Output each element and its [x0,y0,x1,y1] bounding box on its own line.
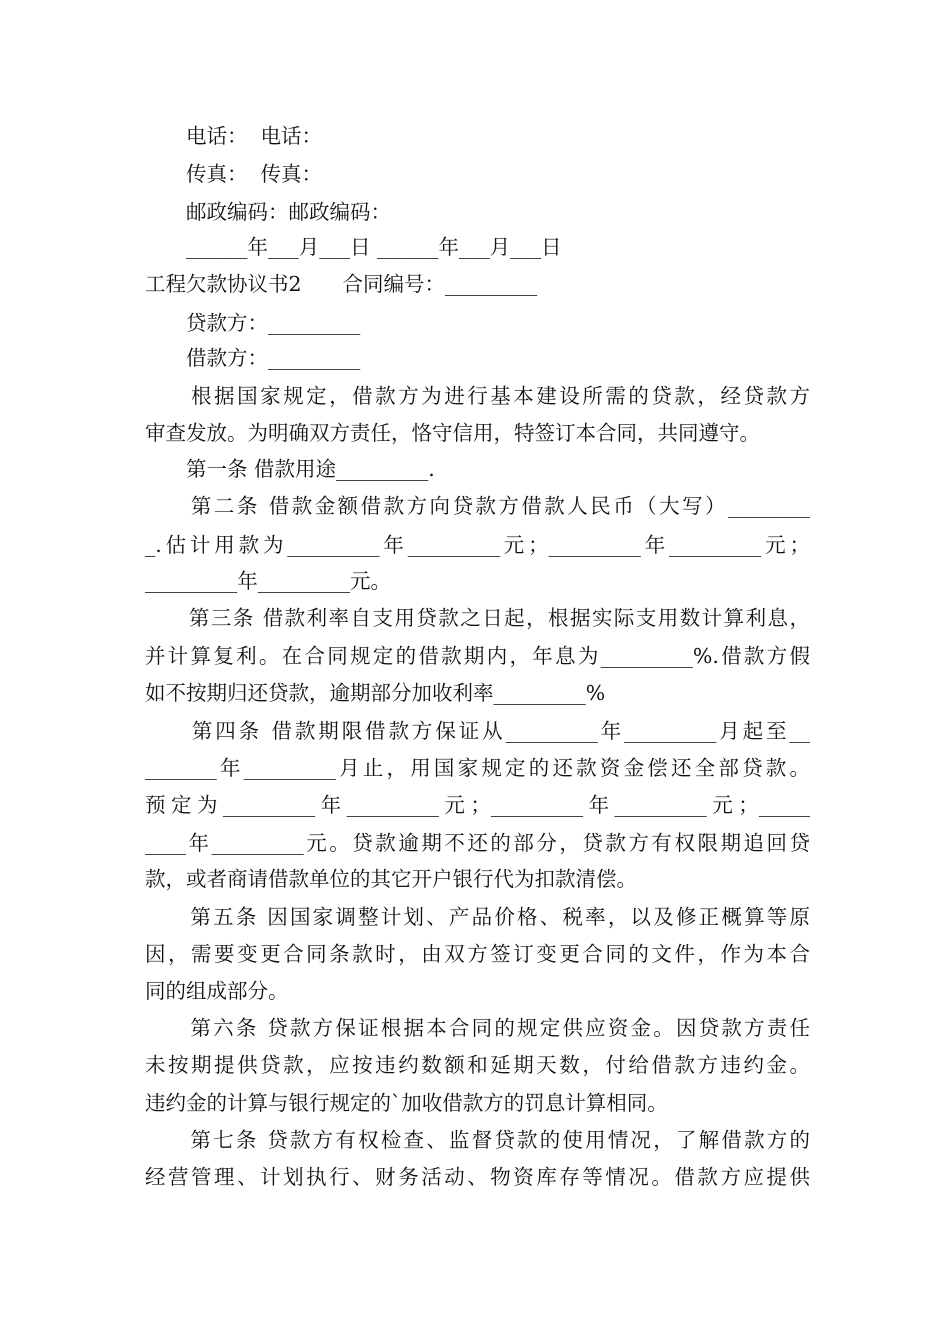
text-line-title: 工程欠款协议书2 合同编号：_________ [145,272,538,296]
text-line: _________年_________元。 [145,569,391,593]
text-line: 预定为_________年_________元；_________年_________元；_____ [145,793,810,817]
text-line: 未按期提供贷款，应按违约数额和延期天数，付给借款方违约金。 [145,1053,810,1077]
text-line: 审查发放。为明确双方责任，恪守信用，特签订本合同，共同遵守。 [145,421,760,445]
text-line: 经营管理、计划执行、财务活动、物资库存等情况。借款方应提供 [145,1165,810,1189]
text-line: 违约金的计算与银行规定的`加收借款方的罚息计算相同。 [145,1091,668,1115]
text-line-postcode: 邮政编码：邮政编码： [145,200,391,224]
text-line-borrower: 借款方：_________ [145,346,361,370]
text-line-fax: 传真： 传真： [145,162,323,186]
text-line-article-2: 第二条 借款金额借款方向贷款方借款人民币（大写）________ [145,494,810,518]
text-line: 根据国家规定，借款方为进行基本建设所需的贷款，经贷款方 [145,384,810,408]
text-line: _______年_________月止，用国家规定的还款资金偿还全部贷款。 [145,756,810,780]
text-line-article-1: 第一条 借款用途_________. [145,457,435,481]
text-line-article-4: 第四条 借款期限借款方保证从_________年_________月起至__ [145,719,810,743]
text-line: 并计算复利。在合同规定的借款期内，年息为_________%.借款方假 [145,644,810,668]
text-line-article-6: 第六条 贷款方保证根据本合同的规定供应资金。因贷款方责任 [145,1016,810,1040]
text-line: ____年_________元。贷款逾期不还的部分，贷款方有权限期追回贷 [145,831,810,855]
text-line: 因，需要变更合同条款时，由双方签订变更合同的文件，作为本合 [145,942,810,966]
text-line-article-3: 第三条 借款利率自支用贷款之日起，根据实际支用数计算利息， [145,606,810,630]
text-line-date: ______年___月___日 ______年___月___日 [145,235,562,259]
text-line-phone: 电话： 电话： [145,124,323,148]
text-line-article-7: 第七条 贷款方有权检查、监督贷款的使用情况，了解借款方的 [145,1128,810,1152]
text-line: 款，或者商请借款单位的其它开户银行代为扣款清偿。 [145,867,637,891]
text-line: 同的组成部分。 [145,979,289,1003]
text-line: 如不按期归还贷款，逾期部分加收利率_________% [145,681,606,705]
text-line-lender: 贷款方：_________ [145,311,361,335]
text-line-article-5: 第五条 因国家调整计划、产品价格、税率，以及修正概算等原 [145,905,810,929]
text-line: _.估计用款为_________年_________元；_________年_________元； [145,533,810,557]
